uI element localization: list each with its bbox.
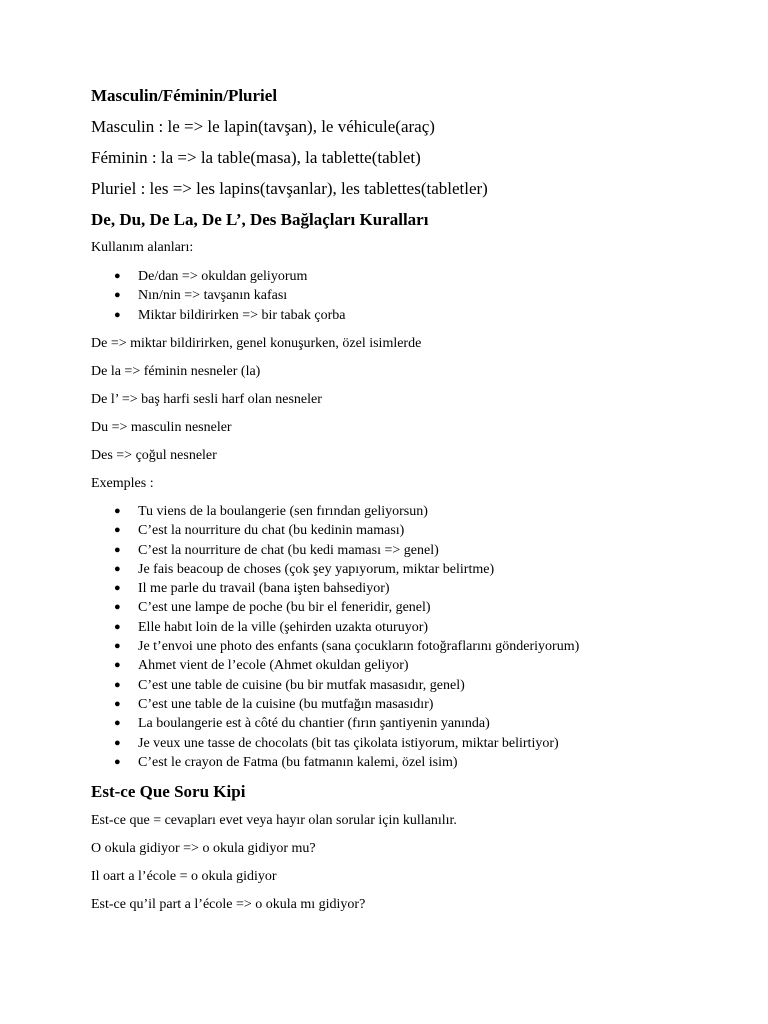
- list-item: [0, 656, 768, 675]
- list-item-text: Ahmet vient de l’ecole (Ahmet okuldan geliyor): [138, 658, 409, 674]
- list-item: [0, 521, 768, 540]
- bullet-icon: ●: [114, 659, 121, 672]
- list-item: [0, 676, 768, 695]
- list-item: [0, 579, 768, 598]
- list-item: [0, 502, 768, 521]
- bullet-icon: ●: [114, 755, 121, 768]
- bullet-icon: ●: [114, 270, 121, 282]
- pluriel-line: Pluriel : les => les lapins(tavşanlar), les tablettes(tabletler): [91, 179, 488, 198]
- bullet-icon: ●: [114, 697, 121, 710]
- list-item: [0, 286, 768, 305]
- list-item-text: Je fais beacoup de choses (çok şey yapıyorum, miktar belirtme): [138, 561, 495, 577]
- estce-line: Est-ce qu’il part a l’école => o okula mı gidiyor?: [91, 897, 366, 912]
- list-item-text: Elle habıt loin de la ville (şehirden uzakta oturuyor): [138, 619, 429, 635]
- rule-de-l: De l’ => baş harfi sesli harf olan nesneler: [91, 392, 322, 407]
- list-item: [0, 714, 768, 733]
- list-item-text: Je veux une tasse de chocolats (bit tas çikolata istiyorum, miktar belirtiyor): [138, 735, 559, 751]
- bullet-icon: ●: [114, 289, 121, 302]
- list-item-text: C’est la nourriture du chat (bu kedinin maması): [138, 523, 405, 539]
- feminin-line: Féminin : la => la table(masa), la tablette(tablet): [91, 148, 421, 167]
- bullet-icon: ●: [114, 717, 121, 730]
- list-item: [0, 598, 768, 617]
- estce-line: Il oart a l’école = o okula gidiyor: [91, 869, 277, 884]
- list-item: [0, 695, 768, 714]
- usage-label: Kullanım alanları:: [91, 240, 194, 255]
- bullet-icon: ●: [114, 678, 121, 691]
- document-title: Masculin/Féminin/Pluriel: [91, 86, 278, 105]
- bullet-icon: ●: [114, 308, 121, 321]
- section-heading-estce: Est-ce Que Soru Kipi: [91, 782, 246, 801]
- bullet-icon: ●: [114, 543, 121, 556]
- bullet-icon: ●: [114, 601, 121, 614]
- list-item-text: Miktar bildirirken => bir tabak çorba: [138, 307, 346, 323]
- list-item: [0, 306, 768, 325]
- list-item-text: C’est une table de cuisine (bu bir mutfak masasıdır, genel): [138, 677, 465, 693]
- list-item-text: C’est une table de la cuisine (bu mutfağın masasıdır): [138, 696, 434, 712]
- list-item-text: C’est une lampe de poche (bu bir el feneridir, genel): [138, 600, 431, 616]
- list-item-text: Il me parle du travail (bana işten bahsediyor): [138, 581, 390, 597]
- estce-line: O okula gidiyor => o okula gidiyor mu?: [91, 841, 316, 856]
- list-item: [0, 541, 768, 560]
- estce-line: Est-ce que = cevapları evet veya hayır olan sorular için kullanılır.: [91, 813, 457, 828]
- bullet-icon: ●: [114, 505, 121, 517]
- list-item: [0, 637, 768, 656]
- list-item-text: Nın/nin => tavşanın kafası: [138, 288, 288, 304]
- list-item: [0, 734, 768, 753]
- bullet-icon: ●: [114, 562, 121, 575]
- list-item-text: C’est la nourriture de chat (bu kedi maması => genel): [138, 542, 439, 558]
- bullet-icon: ●: [114, 620, 121, 633]
- examples-list: [0, 502, 768, 772]
- list-item-text: Je t’envoi une photo des enfants (sana çocukların fotoğraflarını gönderiyorum): [138, 639, 580, 655]
- examples-label: Exemples :: [91, 476, 154, 491]
- list-item: [0, 267, 768, 286]
- list-item-text: Tu viens de la boulangerie (sen fırından geliyorsun): [138, 504, 428, 519]
- rule-des: Des => çoğul nesneler: [91, 448, 217, 463]
- rule-de-la: De la => féminin nesneler (la): [91, 364, 261, 379]
- list-item-text: De/dan => okuldan geliyorum: [138, 269, 308, 284]
- list-item-text: C’est le crayon de Fatma (bu fatmanın kalemi, özel isim): [138, 754, 458, 770]
- bullet-icon: ●: [114, 640, 121, 653]
- masculin-line: Masculin : le => le lapin(tavşan), le véhicule(araç): [91, 117, 435, 136]
- usage-list: [0, 267, 768, 325]
- rule-de: De => miktar bildirirken, genel konuşurken, özel isimlerde: [91, 336, 422, 351]
- list-item: [0, 753, 768, 772]
- list-item: [0, 618, 768, 637]
- rule-du: Du => masculin nesneler: [91, 420, 232, 435]
- list-item: [0, 560, 768, 579]
- bullet-icon: ●: [114, 524, 121, 537]
- list-item-text: La boulangerie est à côté du chantier (fırın şantiyenin yanında): [138, 716, 490, 732]
- bullet-icon: ●: [114, 736, 121, 749]
- section-heading-baglaclar: De, Du, De La, De L’, Des Bağlaçları Kuralları: [91, 210, 429, 229]
- bullet-icon: ●: [114, 582, 121, 595]
